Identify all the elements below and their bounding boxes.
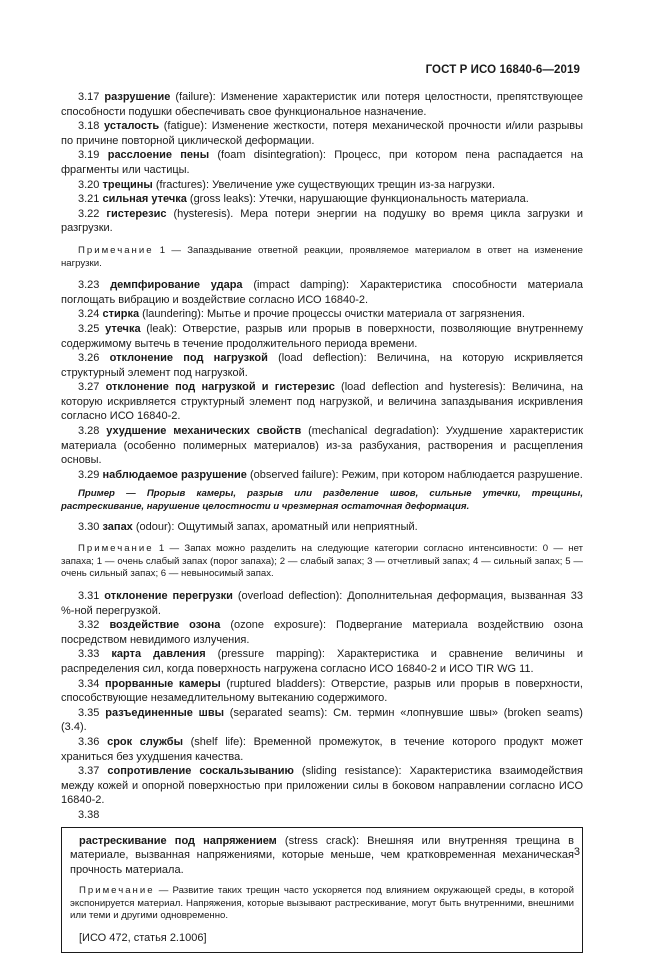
term-entry-3-18: 3.18 усталость (fatigue): Изменение жесткости, потеря механической прочности и/или разрывы по причине повторной циклической деформации. bbox=[61, 120, 583, 147]
term-entry-3-20: 3.20 трещины (fractures): Увеличение уже существующих трещин из-за нагрузки. bbox=[78, 178, 495, 191]
note-odour: Примечание 1 — Запах можно разделить на следующие категории согласно интенсивности: 0 — нет запаха; 1 — очень слабый запах (порог запаха); 2 — слабый запах; 3 — отчетливый запах; 4 — сильный запах; 5 — очень сильный запах; 6 — невыносимый запах. bbox=[61, 543, 583, 580]
boxed-term-entry bbox=[61, 827, 583, 953]
term-entry-3-27: 3.27 отклонение под нагрузкой и гистерезис (load deflection and hysteresis): Величина, на которую искривляется структурный элемент под нагрузкой, и величина запаздывания искривления согласно ИСО 16840-2. bbox=[61, 381, 583, 423]
example-observed-failure: Пример — Прорыв камеры, разрыв или разделение швов, сильные утечки, трещины, растрескивание, нарушение целостности и чрезмерная остаточная деформация. bbox=[61, 488, 583, 513]
term-entry-3-33: 3.33 карта давления (pressure mapping): Характеристика и сравнение величины и распределения сил, когда поверхность нагружена согласно ИСО 16840-2 и ИСО TIR WG 11. bbox=[61, 648, 583, 675]
term-entry-3-17: 3.17 разрушение (failure): Изменение характеристик или потеря целостности, препятствующее способности подушки обеспечивать свое функциональное назначение. bbox=[61, 91, 583, 118]
boxed-term-source: [ИСО 472, статья 2.1006] bbox=[79, 932, 207, 945]
term-entry-3-32: 3.32 воздействие озона (ozone exposure): Подвергание материала воздействию озона посредством невидимого излучения. bbox=[61, 619, 583, 646]
note-hysteresis: Примечание 1 — Запаздывание ответной реакции, проявляемое материалом в ответ на изменение нагрузки. bbox=[61, 244, 583, 269]
document-header: ГОСТ Р ИСО 16840-6—2019 bbox=[425, 64, 580, 76]
term-entry-3-37: 3.37 сопротивление соскальзыванию (sliding resistance): Характеристика взаимодействия между кожей и опорной поверхностью при приложении силы в боковом направлении согласно ИСО 16840-2. bbox=[61, 765, 583, 807]
term-entry-3-30: 3.30 запах (odour): Ощутимый запах, ароматный или неприятный. bbox=[78, 520, 418, 533]
term-entry-3-35: 3.35 разъединенные швы (separated seams): См. термин «лопнувшие швы» (broken seams) (3.4). bbox=[61, 706, 583, 734]
term-entry-3-31: 3.31 отклонение перегрузки (overload deflection): Дополнительная деформация, вызванная 33 %-ной перегрузкой. bbox=[61, 590, 583, 617]
boxed-term-definition: растрескивание под напряжением (stress crack): Внешняя или внутренняя трещина в материале, вызванная напряжениями, которые меньше, чем кратковременная механическая прочность материала. bbox=[70, 834, 574, 876]
term-entry-3-22: 3.22 гистерезис (hysteresis). Мера потери энергии на подушку во время цикла загрузки и разгрузки. bbox=[61, 207, 583, 235]
term-entry-3-36: 3.36 срок службы (shelf life): Временной промежуток, в течение которого продукт может храниться без ухудшения качества. bbox=[61, 735, 583, 763]
term-entry-3-38-number: 3.38 bbox=[78, 808, 100, 821]
term-entry-3-23: 3.23 демпфирование удара (impact damping): Характеристика способности материала поглощать вибрацию и воздействие согласно ИСО 16840-2. bbox=[61, 279, 583, 306]
term-entry-3-29: 3.29 наблюдаемое разрушение (observed failure): Режим, при котором наблюдается разрушение. bbox=[78, 468, 583, 481]
term-entry-3-24: 3.24 стирка (laundering): Мытье и прочие процессы очистки материала от загрязнения. bbox=[78, 308, 525, 321]
boxed-term-note: Примечание — Развитие таких трещин часто ускоряется под влиянием окружающей среды, в которой экспонируется материал. Напряжения, которые вызывают растрескивание, могут быть внутренними, внешними или теми и другими одновременно. bbox=[70, 885, 574, 922]
term-entry-3-34: 3.34 прорванные камеры (ruptured bladders): Отверстие, разрыв или прорыв в поверхности, способствующие незамедлительному вытеканию содержимого. bbox=[61, 677, 583, 705]
page-number: 3 bbox=[573, 846, 580, 858]
term-entry-3-21: 3.21 сильная утечка (gross leaks): Утечки, нарушающие функциональность материала. bbox=[78, 193, 529, 206]
document-body bbox=[61, 90, 583, 953]
term-entry-3-28: 3.28 ухудшение механических свойств (mechanical degradation): Ухудшение характеристик материала (особенно полимерных материалов) из-за разбухания, растворения и расщепления основы. bbox=[61, 425, 584, 467]
term-entry-3-25: 3.25 утечка (leak): Отверстие, разрыв или прорыв в поверхности, позволяющие внутреннему содержимому вытечь в течение продолжительного периода времени. bbox=[61, 322, 583, 350]
term-entry-3-26: 3.26 отклонение под нагрузкой (load deflection): Величина, на которую искривляется структурный элемент под нагрузкой. bbox=[61, 352, 583, 379]
term-entry-3-19: 3.19 расслоение пены (foam disintegration): Процесс, при котором пена распадается на фрагменты или частицы. bbox=[61, 149, 583, 176]
